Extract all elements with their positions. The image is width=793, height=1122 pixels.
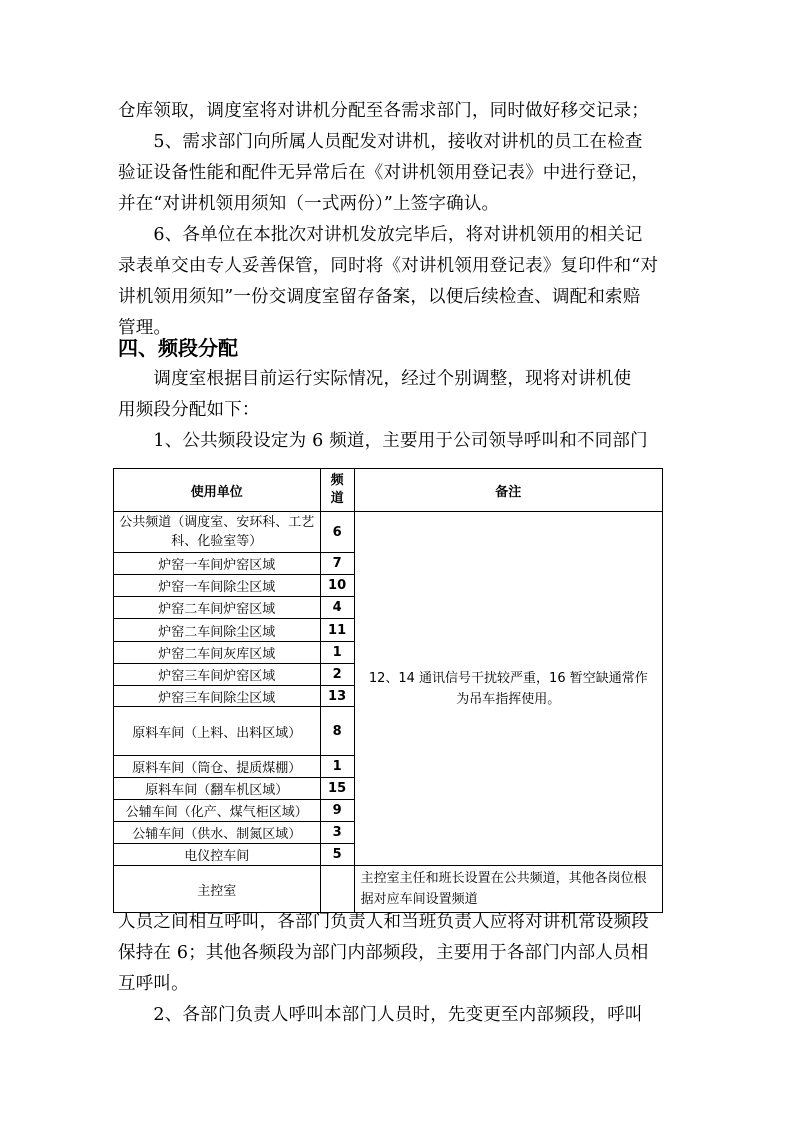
channel-cell: 15 [320,778,354,800]
unit-cell: 公辅车间（化产、煤气柜区域） [114,800,321,822]
channel-cell: 10 [320,575,354,597]
channel-cell: 8 [320,707,354,756]
note-cell: 主控室主任和班长设置在公共频道，其他各岗位根据对应车间设置频道 [354,866,662,913]
paragraph-line: 管理。 [118,318,172,338]
channel-allocation-table [113,468,663,913]
paragraph-line: 并在“对讲机领用须知（一式两份）”上签字确认。 [118,194,500,214]
section-heading: 四、频段分配 [118,336,238,360]
paragraph-line: 1、公共频段设定为 6 频道，主要用于公司领导呼叫和不同部门 [118,431,648,451]
unit-cell: 炉窑三车间除尘区域 [114,686,321,707]
unit-cell: 炉窑二车间灰库区域 [114,642,321,664]
unit-cell: 炉窑三车间炉窑区域 [114,664,321,686]
paragraph-line: 6、各单位在本批次对讲机发放完毕后，将对讲机领用的相关记 [118,225,643,245]
unit-cell: 原料车间（上料、出料区域） [114,707,321,756]
unit-cell: 炉窑一车间除尘区域 [114,575,321,597]
channel-cell: 3 [320,822,354,844]
table-header-row [114,469,663,512]
header-channel-text: 频道 [330,473,344,506]
channel-cell: 2 [320,664,354,686]
channel-cell: 4 [320,597,354,619]
channel-cell: 5 [320,844,354,866]
paragraph-line: 互呼叫。 [118,974,189,994]
channel-cell: 6 [320,512,354,553]
channel-cell: 13 [320,686,354,707]
paragraph-line: 人员之间相互呼叫，各部门负责人和当班负责人应将对讲机常设频段 [118,912,649,932]
unit-cell: 公辅车间（供水、制氮区域） [114,822,321,844]
unit-cell: 主控室 [114,866,321,913]
unit-cell: 原料车间（筒仓、提质煤棚） [114,756,321,778]
header-unit: 使用单位 [114,469,321,512]
header-note: 备注 [354,469,662,512]
paragraph-line: 保持在 6；其他各频段为部门内部频段，主要用于各部门内部人员相 [118,943,649,963]
paragraph-line: 讲机领用须知”一份交调度室留存备案，以便后续检查、调配和索赔 [118,287,641,307]
unit-cell: 电仪控车间 [114,844,321,866]
paragraph-line: 调度室根据目前运行实际情况，经过个别调整，现将对讲机使 [118,369,632,389]
unit-cell: 公共频道（调度室、安环科、工艺科、化验室等） [114,512,321,553]
unit-cell: 炉窑二车间除尘区域 [114,619,321,642]
paragraph-line: 仓库领取，调度室将对讲机分配至各需求部门，同时做好移交记录； [118,101,649,121]
paragraph-line: 用频段分配如下： [118,400,260,420]
paragraph-line: 验证设备性能和配件无异常后在《对讲机领用登记表》中进行登记， [118,163,649,183]
channel-cell [320,866,354,913]
channel-cell: 9 [320,800,354,822]
channel-cell: 11 [320,619,354,642]
channel-cell: 1 [320,756,354,778]
merged-note-cell: 12、14 通讯信号干扰较严重，16 暂空缺通常作为吊车指挥使用。 [354,512,662,866]
channel-cell: 7 [320,553,354,575]
paragraph-line: 5、需求部门向所属人员配发对讲机，接收对讲机的员工在检查 [118,132,643,152]
paragraph-line: 2、各部门负责人呼叫本部门人员时，先变更至内部频段，呼叫 [118,1005,643,1025]
table-row [114,866,663,913]
unit-cell: 炉窑一车间炉窑区域 [114,553,321,575]
table-row [114,512,663,553]
channel-cell: 1 [320,642,354,664]
unit-cell: 原料车间（翻车机区域） [114,778,321,800]
unit-cell: 炉窑二车间炉窑区域 [114,597,321,619]
header-channel [320,469,354,512]
paragraph-line: 录表单交由专人妥善保管，同时将《对讲机领用登记表》复印件和“对 [118,256,659,276]
